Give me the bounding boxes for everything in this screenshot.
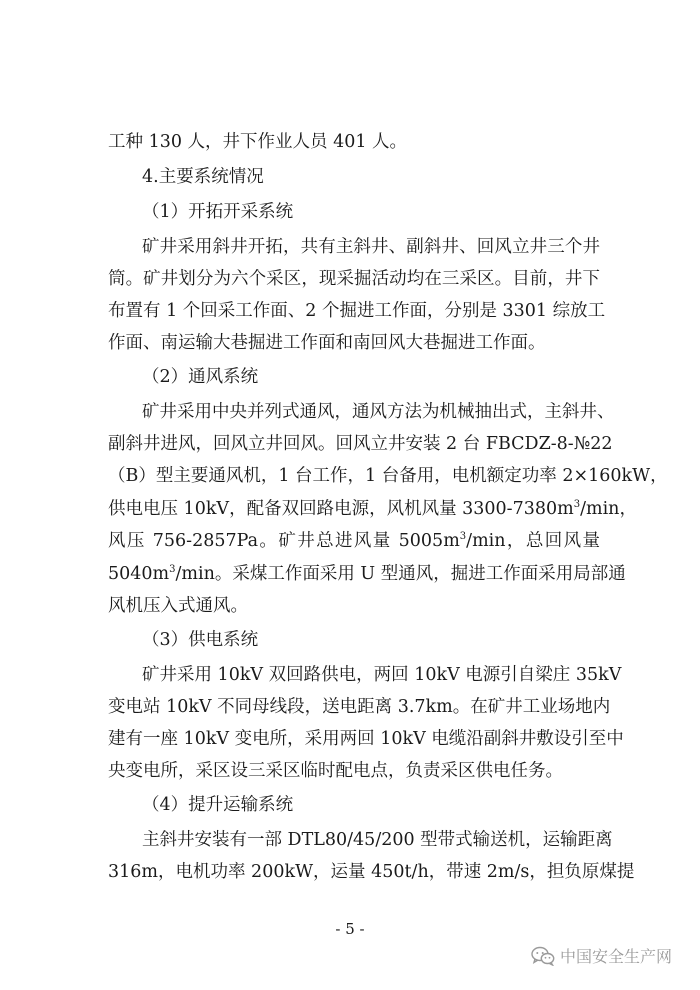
subsection-heading: （1）开拓开采系统 [142, 202, 294, 222]
paragraph-line: 供电电压 10kV，配备双回路电源，风机风量 $3300-7380m^3/\min$， [108, 499, 637, 519]
paragraph-line: 央变电所，采区设三采区临时配电点，负责采区供电任务。 [108, 761, 563, 781]
paragraph-line: 矿井采用中央并列式通风，通风方法为机械抽出式，主斜井、 [142, 402, 615, 422]
watermark [531, 944, 672, 967]
paragraph-line: 矿井采用 10kV 双回路供电，两回 10kV 电源引自梁庄 35kV [142, 665, 622, 685]
paragraph-line: 布置有 1 个回采工作面、2 个掘进工作面，分别是 3301 综放工 [108, 301, 606, 321]
paragraph-line: 变电站 10kV 不同母线段，送电距离 3.7km。在矿井工业场地内 [108, 697, 611, 717]
paragraph-line: （B）型主要通风机，1 台工作，1 台备用，电机额定功率 2×160kW， [108, 466, 668, 486]
subsection-heading: （3）供电系统 [142, 630, 259, 650]
paragraph-line: 主斜井安装有一部 DTL80/45/200 型带式输送机，运输距离 [142, 830, 613, 850]
wechat-icon [531, 946, 555, 966]
paragraph-line: 建有一座 10kV 变电所，采用两回 10kV 电缆沿副斜井敷设引至中 [108, 729, 624, 749]
watermark-text: 中国安全生产网 [559, 947, 672, 966]
paragraph-line: 工种 130 人，井下作业人员 401 人。 [108, 132, 408, 152]
paragraph-line: 矿井采用斜井开拓，共有主斜井、副斜井、回风立井三个井 [142, 237, 600, 257]
paragraph-line: 316m，电机功率 200kW，运量 450t/h，带速 2m/s，担负原煤提 [108, 862, 635, 882]
paragraph-line: 风机压入式通风。 [108, 596, 248, 616]
subsection-heading: （2）通风系统 [142, 367, 259, 387]
paragraph-line: 副斜井进风，回风立井回风。回风立井安装 2 台 FBCDZ-8-№22 [108, 434, 613, 454]
subsection-heading: （4）提升运输系统 [142, 795, 294, 815]
paragraph-line: 作面、南运输大巷掘进工作面和南回风大巷掘进工作面。 [108, 333, 546, 353]
paragraph-line: 筒。矿井划分为六个采区，现采掘活动均在三采区。目前，井下 [108, 269, 600, 289]
paragraph-line: 风压 756-2857Pa。矿井总进风量 $5005m^3/\min$，总回风量 [108, 531, 601, 551]
page-number: - 5 - [335, 920, 365, 938]
section-heading: 4.主要系统情况 [142, 167, 264, 187]
paragraph-line: $5040m^3/\min$。采煤工作面采用 U 型通风，掘进工作面采用局部通 [108, 564, 626, 584]
